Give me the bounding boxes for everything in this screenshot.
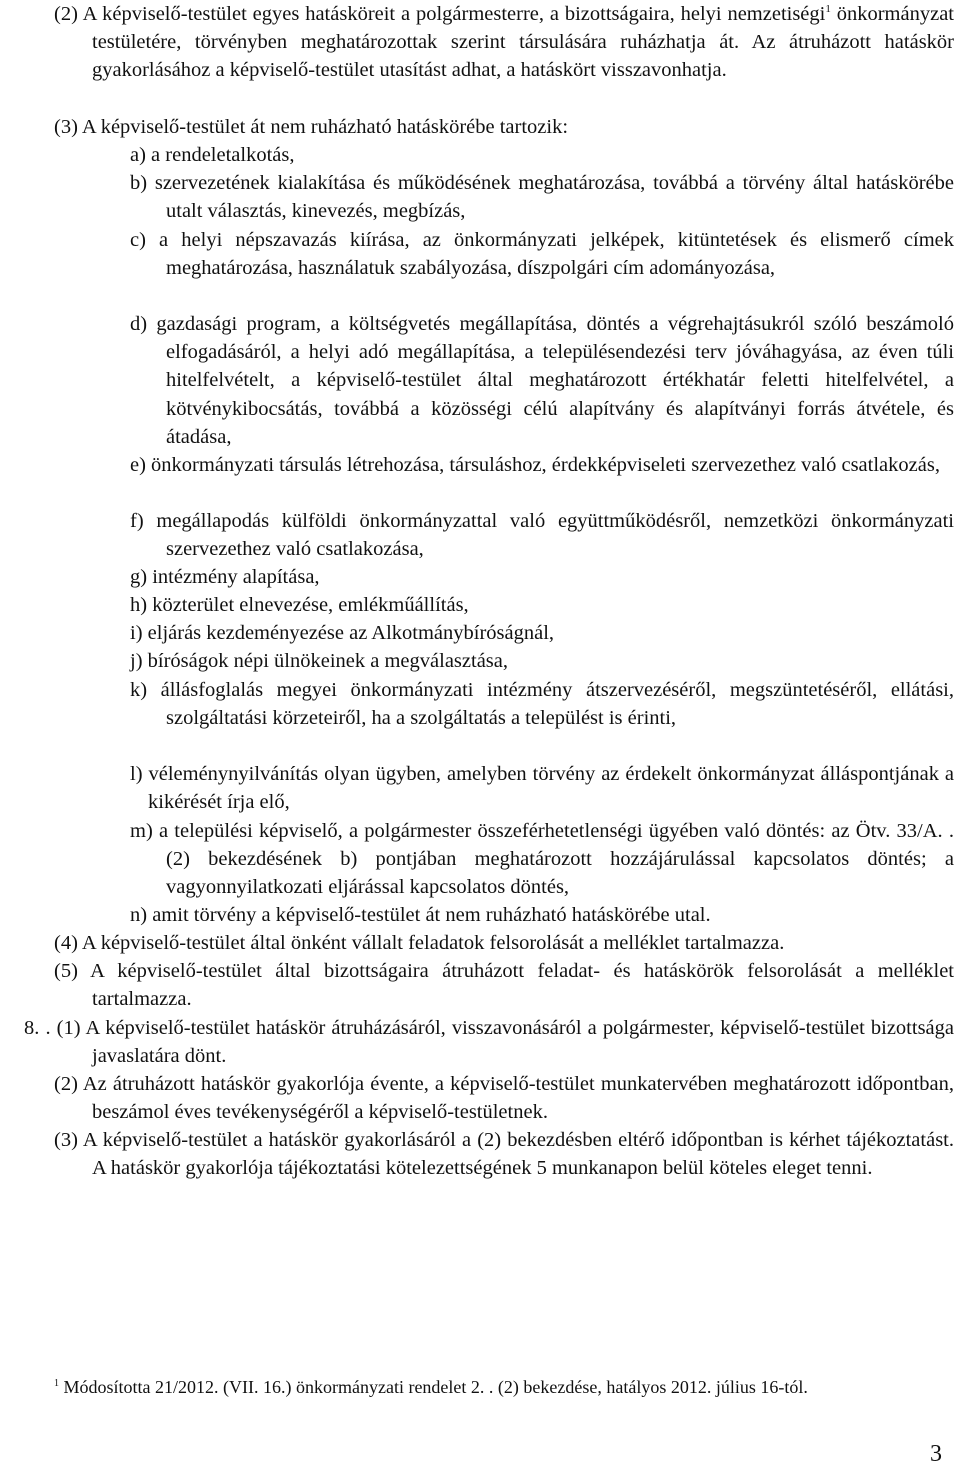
list-item-j: j) bíróságok népi ülnökeinek a megválasztása, <box>130 650 508 672</box>
list-item-k: k) állásfoglalás megyei önkormányzati intézmény átszervezéséről, megszüntetéséről, ellátási, szolgáltatási körzeteiről, ha a szolgáltatás a települést is érinti, <box>130 679 954 730</box>
footnote-mark: 1 <box>54 1378 59 1389</box>
list-item-b: b) szervezetének kialakítása és működésének meghatározása, továbbá a törvény által hatáskörébe utalt választás, kinevezés, megbízás, <box>130 172 954 223</box>
list-item-n: n) amit törvény a képviselő-testület át nem ruházható hatáskörébe utal. <box>130 904 711 926</box>
footnote-reference[interactable]: 1 <box>825 3 831 16</box>
section-8-paragraph-2: (2) Az átruházott hatáskör gyakorlója évente, a képviselő-testület munkatervében meghatározott időpontban, beszámol éves tevékenységéről a képviselő-testületnek. <box>54 1073 954 1124</box>
list-item-l: l) véleménynyilvánítás olyan ügyben, amelyben törvény az érdekelt önkormányzat álláspontjának a kikérését írja elő, <box>130 763 954 814</box>
paragraph-2 <box>54 0 954 85</box>
list-item-a: a) a rendeletalkotás, <box>130 144 295 166</box>
list-item-g: g) intézmény alapítása, <box>130 566 320 588</box>
paragraph-4: (4) A képviselő-testület által önként vállalt feladatok felsorolását a melléklet tartalmazza. <box>54 932 785 954</box>
list-item-d: d) gazdasági program, a költségvetés megállapítása, döntés a végrehajtásukról szóló beszámoló elfogadásáról, a helyi adó megállapítása, a településendezési terv jóváhagyása, az éven túli hitelfelvételt, a képviselő-testület által meghatározott értékhatár feletti hitelfelvétel, a kötvénykibocsátás, továbbá a közösségi célú alapítvány és alapítványi forrás átvétele, és átadása, <box>130 313 954 448</box>
section-8-paragraph-3: (3) A képviselő-testület a hatáskör gyakorlásáról a (2) bekezdésben eltérő időpontban is kérhet tájékoztatást. A hatáskör gyakorlója tájékoztatási kötelezettségének 5 munkanapon belül köteles eleget tenni. <box>54 1129 954 1180</box>
paragraph-5: (5) A képviselő-testület által bizottságaira átruházott feladat- és hatáskörök felsorolását a melléklet tartalmazza. <box>54 960 954 1011</box>
footnote <box>54 1374 954 1400</box>
list-item-i: i) eljárás kezdeményezése az Alkotmánybíróságnál, <box>130 622 555 644</box>
list-item-m: m) a települési képviselő, a polgármester összeférhetetlenségi ügyében való döntés: az Ötv. 33/A. . (2) bekezdésének b) pontjában meghatározott hozzájárulással kapcsolatos döntés; a vagyonnyilatkozati eljárással kapcsolatos döntés, <box>130 820 954 899</box>
paragraph-3-intro: (3) A képviselő-testület át nem ruházható hatáskörébe tartozik: <box>54 116 569 138</box>
list-item-e: e) önkormányzati társulás létrehozása, társuláshoz, érdekképviseleti szervezethez való csatlakozás, <box>130 454 940 476</box>
list-item-c: c) a helyi népszavazás kiírása, az önkormányzati jelképek, kitüntetések és elismerő címek meghatározása, használatuk szabályozása, díszpolgári cím adományozása, <box>130 229 954 280</box>
paragraph-2-text: (2) A képviselő-testület egyes hatásköreit a polgármesterre, a bizottságaira, helyi nemzetiségi <box>54 3 826 25</box>
page-number: 3 <box>930 1441 942 1467</box>
footnote-text: Módosította 21/2012. (VII. 16.) önkormányzati rendelet 2. . (2) bekezdése, hatályos 2012. július 16-tól. <box>59 1377 808 1397</box>
list-item-h: h) közterület elnevezése, emlékműállítás, <box>130 594 469 616</box>
paragraph-2-text-cont: önkormányzat testületére, törvényben meghatározottak szerint társulására ruházhatja át. Az átruházott hatáskör gyakorlásához a képviselő-testület utasítást adhat, a hatáskört visszavonhatja. <box>92 3 954 82</box>
list-item-f: f) megállapodás külföldi önkormányzattal való együttműködésről, nemzetközi önkormányzati szervezethez való csatlakozása, <box>130 510 954 561</box>
section-8-paragraph-1: 8. . (1) A képviselő-testület hatáskör átruházásáról, visszavonásáról a polgármester, képviselő-testület bizottsága javaslatára dönt. <box>24 1017 954 1068</box>
